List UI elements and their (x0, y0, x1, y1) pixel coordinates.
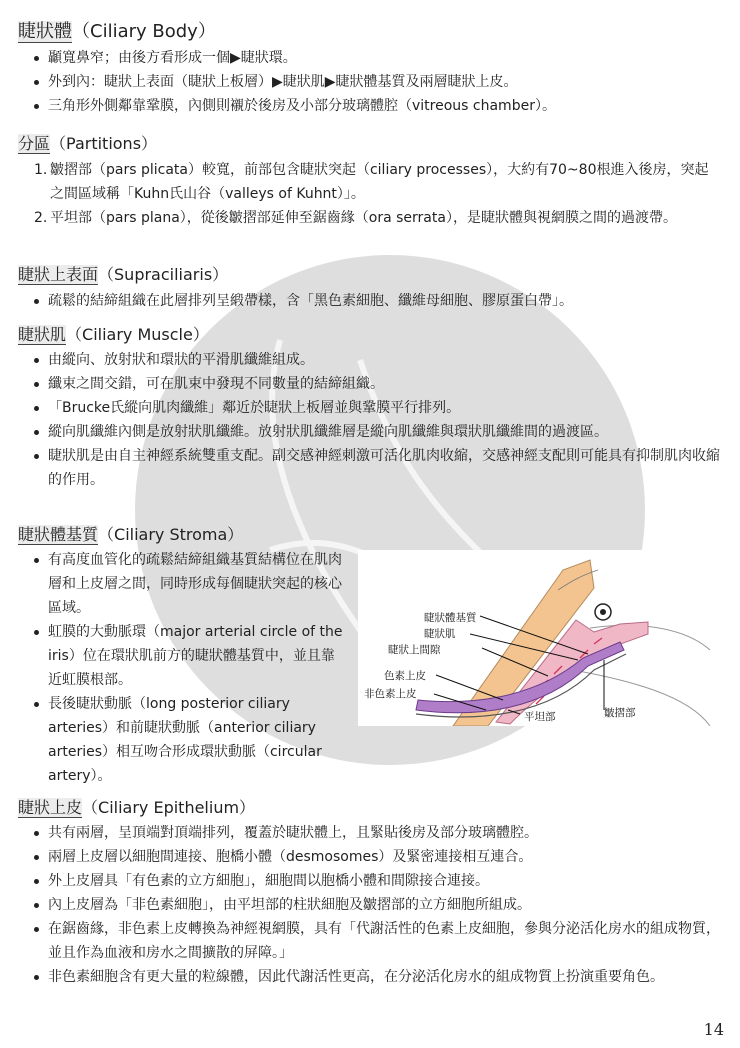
list-item: 纖束之間交錯，可在肌束中發現不同數量的結締組織。 (34, 372, 722, 396)
label-nonpigmented-epithelium: 非色素上皮 (364, 688, 417, 700)
supraciliaris-list (34, 289, 722, 313)
list-item: 縱向肌纖維內側是放射狀肌纖維。放射狀肌纖維層是縱向肌纖維與環狀肌纖維間的過渡區。 (34, 420, 722, 444)
ciliary-body-diagram (358, 550, 714, 726)
ciliary-body-list (34, 46, 722, 118)
list-item: 外上皮層具「有色素的立方細胞」，細胞間以胞橋小體和間隙接合連接。 (34, 869, 722, 893)
label-pars-plana: 平坦部 (524, 711, 556, 723)
label-ciliary-muscle: 睫狀肌 (424, 628, 456, 640)
list-item: 兩層上皮層以細胞間連接、胞橋小體（desmosomes）及緊密連接相互連合。 (34, 845, 722, 869)
list-item: 共有兩層，呈頂端對頂端排列，覆蓋於睫狀體上，且緊貼後房及部分玻璃體腔。 (34, 821, 722, 845)
ciliary-stroma-list (34, 548, 346, 788)
list-item: 1. 皺摺部（pars plicata）較寬，前部包含睫狀突起（ciliary processes），大約有70~80根進入後房，突起之間區域稱「Kuhn氏山谷（valleys of Kuhnt）」。 (34, 162, 709, 202)
partitions-list (34, 158, 722, 230)
list-item: 有高度血管化的疏鬆結締組織基質結構位在肌肉層和上皮層之間，同時形成每個睫狀突起的核心區域。 (34, 548, 346, 620)
list-item: 在鋸齒緣，非色素上皮轉換為神經視網膜，具有「代謝活性的色素上皮細胞，參與分泌活化房水的組成物質，並且作為血液和房水之間擴散的屏障。」 (34, 917, 722, 965)
label-supraciliary-space: 睫狀上間隙 (388, 644, 441, 656)
section-title-supraciliaris: 睫狀上表面（Supraciliaris） (18, 265, 229, 284)
ciliary-muscle-list (34, 348, 722, 492)
page-number: 14 (703, 1020, 724, 1039)
list-item: 長後睫狀動脈（long posterior ciliary arteries）和前睫狀動脈（anterior ciliary arteries）相互吻合形成環狀動脈（circular artery）。 (34, 692, 346, 788)
list-item: 「Brucke氏縱向肌肉纖維」鄰近於睫狀上板層並與鞏膜平行排列。 (34, 396, 722, 420)
list-item: 非色素細胞含有更大量的粒線體，因此代謝活性更高，在分泌活化房水的組成物質上扮演重要角色。 (34, 965, 722, 989)
label-pars-plicata: 皺摺部 (604, 707, 636, 719)
list-item: 2. 平坦部（pars plana），從後皺摺部延伸至鋸齒緣（ora serrata），是睫狀體與視網膜之間的過渡帶。 (34, 210, 677, 226)
section-title-ciliary-epithelium: 睫狀上皮（Ciliary Epithelium） (18, 798, 256, 817)
list-item: 內上皮層為「非色素細胞」，由平坦部的柱狀細胞及皺摺部的立方細胞所組成。 (34, 893, 722, 917)
section-title-partitions: 分區（Partitions） (18, 134, 158, 153)
list-item: 虹膜的大動脈環（major arterial circle of the iris）位在環狀肌前方的睫狀體基質中，並且靠近虹膜根部。 (34, 620, 346, 692)
list-item: 疏鬆的結締組織在此層排列呈緞帶樣，含「黑色素細胞、纖維母細胞、膠原蛋白帶」。 (34, 289, 722, 313)
list-item: 三角形外側鄰靠鞏膜，內側則襯於後房及小部分玻璃體腔（vitreous chamber）。 (34, 94, 722, 118)
list-item: 由縱向、放射狀和環狀的平滑肌纖維組成。 (34, 348, 722, 372)
label-ciliary-stroma: 睫狀體基質 (424, 612, 477, 624)
section-title-ciliary-muscle: 睫狀肌（Ciliary Muscle） (18, 325, 209, 344)
section-title-ciliary-stroma: 睫狀體基質（Ciliary Stroma） (18, 525, 244, 544)
ciliary-epithelium-list (34, 821, 722, 989)
list-item: 外到內：睫狀上表面（睫狀上板層）▶睫狀肌▶睫狀體基質及兩層睫狀上皮。 (34, 70, 722, 94)
list-item: 睫狀肌是由自主神經系統雙重支配。副交感神經刺激可活化肌肉收縮，交感神經支配則可能具有抑制肌肉收縮的作用。 (34, 444, 722, 492)
label-pigmented-epithelium: 色素上皮 (384, 670, 426, 682)
list-item: 顳寬鼻窄；由後方看形成一個▶睫狀環。 (34, 46, 722, 70)
section-title-ciliary-body: 睫狀體（Ciliary Body） (18, 21, 216, 42)
